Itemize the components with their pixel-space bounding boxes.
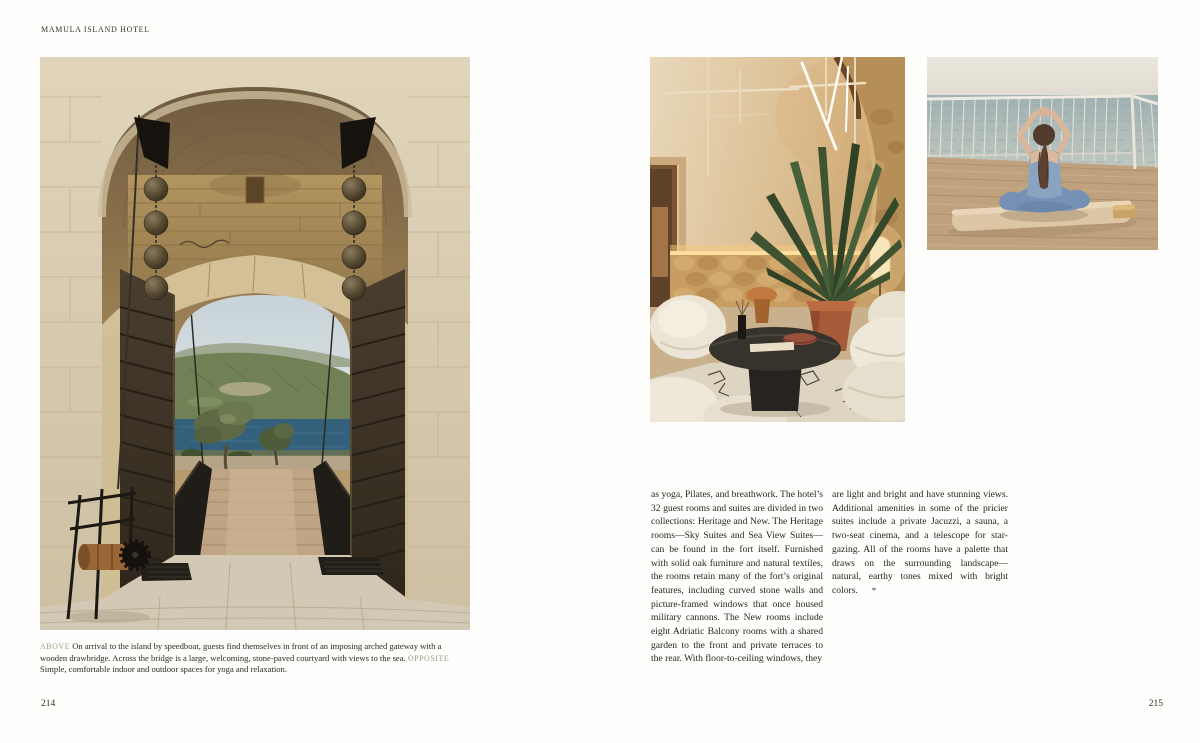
hands: [1037, 107, 1051, 117]
photo-caption: [40, 641, 460, 676]
caption-text-opposite: Simple, comfortable indoor and outdoor spaces for yoga and relaxation.: [40, 664, 287, 675]
body-column-1: as yoga, Pilates, and breathwork. The hotel’s 32 guest rooms and suites are divided in two collections: Heritage and New. The Heritage rooms—Sky Suites and Sea View Suites—can be found in the fort itself. Furnished with solid oak furniture and natural textiles, the rooms retain many of the fort’s original features, including curved stone walls and picture-framed windows that once housed military cannons. The New rooms include eight Adriatic Balcony rooms with a shared garden to the front and private terraces to the rear. With floor-to-ceiling windows, they: [651, 489, 823, 665]
page-number-right: 215: [1148, 699, 1163, 709]
lounge-interior-illustration: [650, 57, 905, 422]
yoga-block: [1113, 204, 1136, 218]
drain-grate-right: [318, 557, 384, 575]
left-jamb: [102, 337, 120, 630]
body-column-2-text: are light and bright and have stunning views. Additional amenities in some of the pricier suites include a private Jacuzzi, a sauna, a two-seat cinema, and a telescope for star-gazing. All of the rooms have a palette that draws on the surrounding landscape—natural, earthy tones mixed with bright colors.: [832, 489, 1008, 596]
fort-gateway-photo: [40, 57, 470, 630]
fort-gateway-illustration: [40, 57, 470, 630]
yoga-terrace-photo: [927, 57, 1158, 250]
caption-label-above: ABOVE: [40, 642, 71, 651]
page-number-left: 214: [41, 699, 56, 709]
body-column-2: [832, 488, 1008, 598]
head: [1033, 124, 1055, 146]
sky: [927, 57, 1158, 97]
lounge-interior-photo: [650, 57, 905, 422]
wall-niche: [246, 177, 264, 203]
caption-label-opposite: OPPOSITE: [407, 653, 450, 663]
rock-scar: [219, 382, 271, 396]
running-header: MAMULA ISLAND HOTEL: [41, 25, 150, 34]
yoga-terrace-illustration: [927, 57, 1158, 250]
caption-text-above: On arrival to the island by speedboat, guests find themselves in front of an imposing arched gateway with a wooden drawbridge. Across the bridge is a large, welcoming, stone-paved courtyard with views to the sea.: [40, 641, 442, 663]
end-asterisk: *: [871, 584, 877, 595]
